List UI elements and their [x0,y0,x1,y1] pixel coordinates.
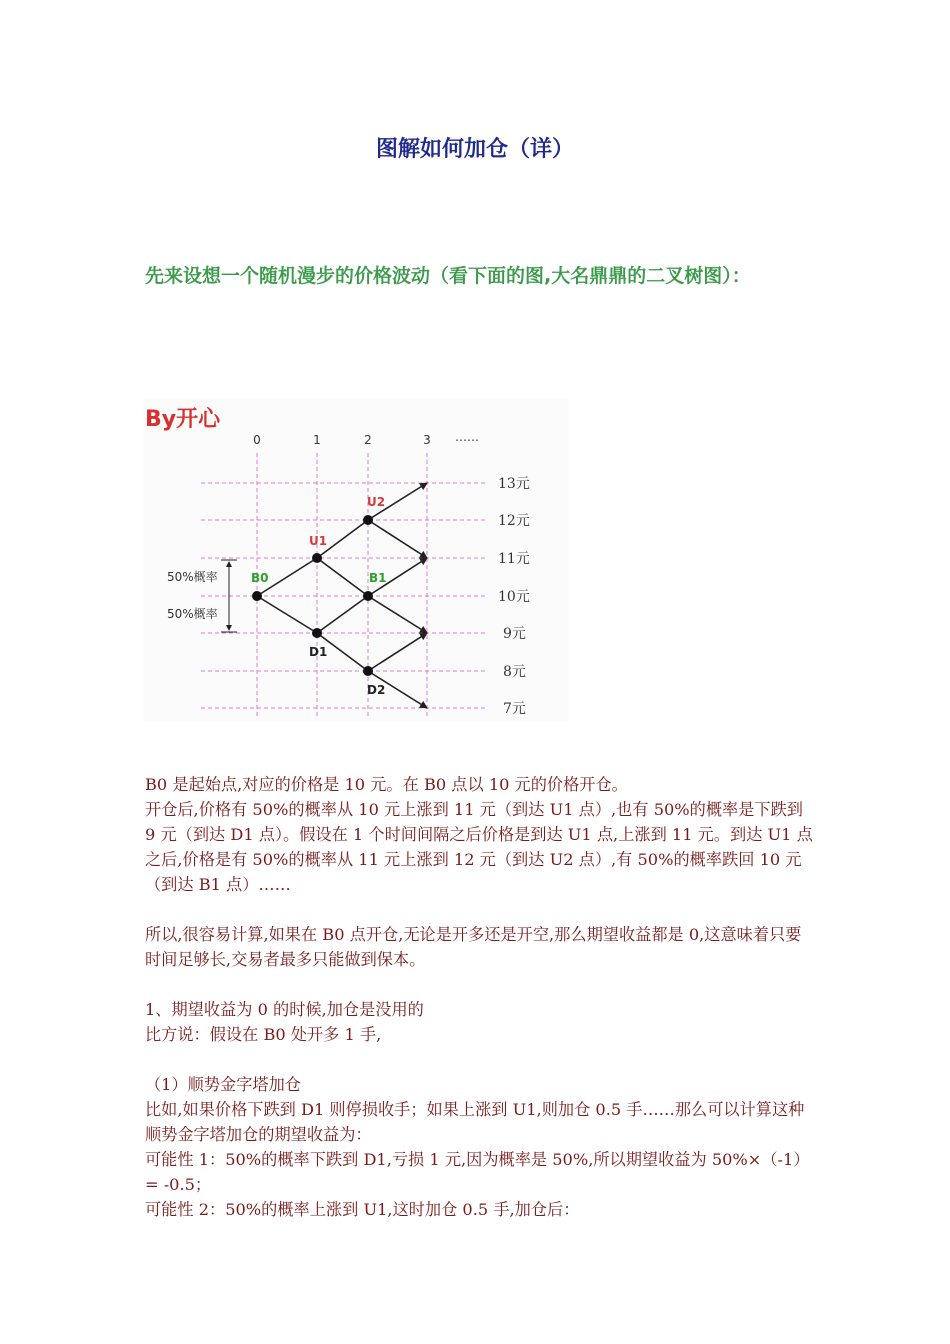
paragraph-example: 比方说：假设在 B0 处开多 1 手, [145,1025,382,1044]
node-label-d1: D1 [309,645,328,659]
binary-tree-diagram [143,398,569,722]
node-label-b1: B1 [369,571,387,585]
price-label-11: 11元 [498,551,530,567]
node-d2 [363,666,373,676]
price-label-12: 12元 [498,513,530,529]
node-label-u1: U1 [309,534,328,548]
paragraph-possibility-2: 可能性 2：50%的概率上涨到 U1,这时加仓 0.5 手,加仓后： [145,1200,580,1219]
node-b1 [363,591,373,601]
vertical-grid-lines [257,453,427,718]
paragraph-possibility-1: 可能性 1：50%的概率下跌到 D1,亏损 1 元,因为概率是 50%,所以期望收益为 50%×（-1）= -0.5； [145,1150,810,1194]
page-title: 图解如何加仓（详） [375,137,574,162]
paragraph-pyramid-rule: 比如,如果价格下跌到 D1 则停损收手；如果上涨到 U1,则加仓 0.5 手……那么可以计算这种顺势金字塔加仓的期望收益为： [145,1100,805,1144]
node-label-d2: D2 [367,683,386,697]
node-label-b0: B0 [251,571,269,585]
price-label-8: 8元 [503,664,526,680]
node-b0 [252,591,262,601]
time-label-3: 3 [423,433,431,447]
price-label-7: 7元 [503,701,526,717]
paragraph-spacer [145,897,815,922]
horizontal-grid-lines [201,483,488,708]
price-label-10: 10元 [498,589,530,605]
brand-label: By开心 [145,407,221,432]
time-label-ellipsis: …… [455,430,479,444]
paragraph-spacer [145,972,815,997]
price-label-9: 9元 [503,626,526,642]
prob-down-label: 50%概率 [167,607,218,621]
time-label-0: 0 [253,433,261,447]
paragraph-spacer [145,1047,815,1072]
paragraph-price-movement: 开仓后,价格有 50%的概率从 10 元上涨到 11 元（到达 U1 点）,也有 50%的概率是下跌到 9 元（到达 D1 点）。假设在 1 个时间间隔之后价格是到达 U1 点,上涨到 11 元。到达 U1 点之后,价格是有 50%的概率从 11 元上涨到 12 元（到达 U2 点）,有 50%的概率跌回 10 元（到达 B1 点）…… [145,800,813,894]
binary-tree-figure [143,398,569,722]
subsection-heading-pyramid: （1）顺势金字塔加仓 [145,1075,301,1094]
node-label-u2: U2 [367,495,386,509]
section-heading-1: 1、期望收益为 0 的时候,加仓是没用的 [145,1000,424,1019]
node-d1 [312,628,322,638]
section-intro-heading: 先来设想一个随机漫步的价格波动（看下面的图,大名鼎鼎的二叉树图）： [145,265,751,287]
time-label-1: 1 [313,433,321,447]
paragraph-start-point: B0 是起始点,对应的价格是 10 元。在 B0 点以 10 元的价格开仓。 [145,775,628,794]
prob-up-label: 50%概率 [167,570,218,584]
article-body [145,772,815,1222]
node-u2 [363,515,373,525]
paragraph-expected-zero: 所以,很容易计算,如果在 B0 点开仓,无论是开多还是开空,那么期望收益都是 0,这意味着只要时间足够长,交易者最多只能做到保本。 [145,925,802,969]
price-label-13: 13元 [498,476,530,492]
node-u1 [312,553,322,563]
time-label-2: 2 [364,433,372,447]
